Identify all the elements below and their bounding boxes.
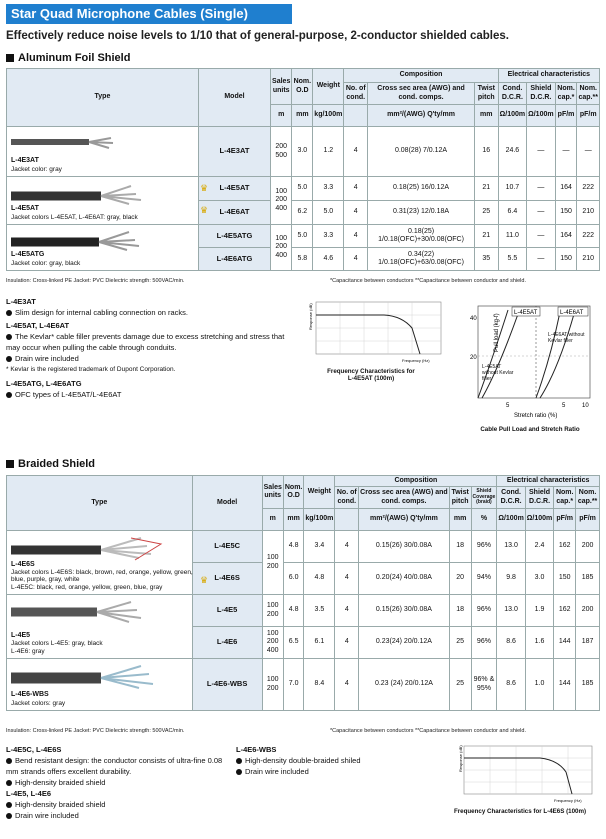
col-weight: Weight	[304, 476, 335, 509]
od-cell: 6.2	[292, 201, 313, 225]
table-row	[7, 225, 600, 248]
cable-image-icon	[11, 598, 161, 628]
twist-cell: 21	[474, 225, 498, 248]
sdcr-cell: —	[527, 248, 555, 271]
x-axis-label: Stretch ratio (%)	[514, 413, 558, 419]
cap1-cell: 164	[555, 177, 577, 201]
y-axis-label: Pull load (kg-f)	[494, 313, 500, 352]
frequency-chart-l4e6s	[450, 742, 600, 806]
cap2-cell: 185	[576, 563, 600, 595]
od-cell: 6.5	[283, 627, 304, 659]
weight-cell: 4.8	[304, 563, 335, 595]
comp-cell: 0.23 (24) 20/0.12A	[359, 659, 450, 711]
type-color: Jacket colors: gray	[11, 699, 66, 707]
square-bullet-icon	[6, 54, 14, 62]
chart-caption: Frequency Characteristics for L-4E6S (100m)	[453, 808, 587, 815]
cond-cell: 4	[344, 225, 368, 248]
cap1-cell: 164	[555, 225, 577, 248]
twist-cell: 21	[474, 177, 498, 201]
twist-cell: 18	[449, 531, 471, 563]
units-cell: 100 200 400	[262, 627, 283, 659]
cap2-cell: 210	[577, 201, 600, 225]
units-cell: 100 200	[262, 531, 283, 595]
cond-cell: 4	[344, 127, 368, 177]
model-cell: L-4E5AT	[198, 177, 270, 201]
weight-cell: 1.2	[313, 127, 344, 177]
cable-image-icon	[11, 180, 161, 208]
legend-label: L-4E5AT	[514, 310, 538, 316]
sdcr-cell: 1.0	[525, 659, 553, 711]
desc-text: Drain wire included	[15, 354, 79, 363]
cable-image-icon	[11, 662, 171, 694]
type-cell	[7, 127, 199, 177]
cap1-cell: 150	[555, 201, 577, 225]
comp-cell: 0.20(24) 40/0.08A	[359, 563, 450, 595]
od-cell: 3.0	[292, 127, 313, 177]
col-cond-dcr: Cond. D.C.R.	[497, 487, 525, 509]
bullet-icon	[6, 780, 12, 786]
weight-cell: 8.4	[304, 659, 335, 711]
curve-label: L-4E5AT without Kevlar filler	[482, 364, 514, 382]
unit-pf2: pF/m	[576, 509, 600, 531]
col-no-cond: No. of cond.	[344, 83, 368, 105]
sdcr-cell: 3.0	[525, 563, 553, 595]
cdcr-cell: 8.6	[497, 659, 525, 711]
type-color: Jacket colors L-4E6S: black, brown, red, orange, yellow, green, blue, purple, gray, white	[11, 568, 193, 584]
square-bullet-icon	[6, 460, 14, 468]
cable-image-icon	[11, 228, 161, 254]
model-cell: L-4E6ATG	[198, 248, 270, 271]
legend-label: L-4E6AT	[560, 310, 584, 316]
col-shield-coverage: Shield Coverage (braid)	[471, 487, 497, 509]
desc-text: High-density braided shield	[15, 778, 106, 787]
type-cell	[7, 177, 209, 225]
weight-cell: 6.1	[304, 627, 335, 659]
type-color: L-4E6: gray	[11, 647, 45, 655]
x-axis-label: Frequency (Hz)	[554, 798, 582, 803]
col-twist: Twist pitch	[474, 83, 498, 105]
col-model: Model	[198, 69, 270, 127]
units-cell: 100 200 400	[271, 177, 292, 225]
type-name: L-4E3AT	[11, 157, 39, 165]
unit-mm: mm	[283, 509, 304, 531]
cable-image-icon	[11, 534, 171, 564]
cov-cell: 96% & 95%	[471, 659, 497, 711]
unit-ohm2: Ω/100m	[525, 509, 553, 531]
sdcr-cell: —	[527, 127, 555, 177]
crown-icon: ♛	[200, 575, 209, 585]
x-tick: 10	[582, 403, 589, 409]
col-electrical: Electrical characteristics	[497, 476, 600, 487]
bullet-icon	[6, 310, 12, 316]
section-heading-foil: Aluminum Foil Shield	[6, 52, 130, 64]
chart-caption: Cable Pull Load and Stretch Ratio	[480, 426, 580, 433]
cap2-cell: 200	[576, 531, 600, 563]
cond-cell: 4	[344, 177, 368, 201]
model-cell: L-4E5	[192, 595, 262, 627]
desc-heading: L-4E3AT	[6, 297, 36, 306]
twist-cell: 16	[474, 127, 498, 177]
type-color: L-4E5C: black, red, orange, yellow, green, blue, gray	[11, 583, 163, 591]
cov-cell: 96%	[471, 595, 497, 627]
type-cell	[7, 225, 199, 271]
table-row	[7, 127, 600, 177]
cap2-cell: 222	[577, 225, 600, 248]
weight-cell: 3.3	[313, 177, 344, 201]
cdcr-cell: 13.0	[497, 595, 525, 627]
desc-text: Drain wire included	[15, 811, 79, 820]
table-row	[7, 531, 600, 563]
desc-text: High-density double-braided shiled	[245, 756, 361, 765]
braid-description-right	[236, 744, 426, 777]
unit-pf2: pF/m	[577, 105, 600, 127]
col-nom-od: Nom. O.D	[292, 69, 313, 105]
weight-cell: 3.3	[313, 225, 344, 248]
cond-cell: 4	[335, 531, 359, 563]
unit-pf: pF/m	[554, 509, 576, 531]
cap2-cell: 187	[576, 627, 600, 659]
od-cell: 4.8	[283, 531, 304, 563]
col-nom-cap: Nom. cap.*	[554, 487, 576, 509]
cdcr-cell: 11.0	[498, 225, 526, 248]
section-heading-braid: Braided Shield	[6, 458, 95, 470]
cov-cell: 94%	[471, 563, 497, 595]
col-nom-cap2: Nom. cap.**	[576, 487, 600, 509]
comp-cell: 0.08(28) 7/0.12A	[368, 127, 475, 177]
braid-spec-table	[6, 475, 600, 711]
crown-icon: ♛	[200, 183, 209, 193]
comp-cell: 0.15(26) 30/0.08A	[359, 595, 450, 627]
unit-pct: %	[471, 509, 497, 531]
cap2-cell: 185	[576, 659, 600, 711]
unit-ohm: Ω/100m	[497, 509, 525, 531]
model-cell: L-4E6	[192, 627, 262, 659]
model-cell: L-4E5ATG	[198, 225, 270, 248]
col-cross-sec: Cross sec area (AWG) and cond. comps.	[368, 83, 475, 105]
braid-description-left	[6, 744, 228, 821]
weight-cell: 4.6	[313, 248, 344, 271]
cdcr-cell: 5.5	[498, 248, 526, 271]
comp-cell: 0.18(25) 16/0.12A	[368, 177, 475, 201]
sdcr-cell: 2.4	[525, 531, 553, 563]
page-title: Star Quad Microphone Cables (Single)	[6, 4, 292, 24]
y-axis-label: Response (dB)	[308, 303, 313, 330]
col-cross-sec: Cross sec area (AWG) and cond. comps.	[359, 487, 450, 509]
desc-text: High-density braided shield	[15, 800, 106, 809]
unit-ohm2: Ω/100m	[527, 105, 555, 127]
twist-cell: 18	[449, 595, 471, 627]
units-cell: 100 200	[262, 659, 283, 711]
twist-cell: 35	[474, 248, 498, 271]
frequency-chart-l4e5at	[302, 298, 447, 368]
x-tick: 5	[506, 403, 510, 409]
type-cell	[7, 659, 193, 711]
y-axis-label: Response (dB)	[458, 745, 463, 772]
comp-cell: 0.18(25) 1/0.18(OFC)+30/0.08(OFC)	[368, 225, 475, 248]
cap2-cell: 200	[576, 595, 600, 627]
col-shield-dcr: Shield D.C.R.	[527, 83, 555, 105]
chart-caption: Frequency Characteristics for L-4E5AT (100m)	[327, 368, 415, 382]
type-color: Jacket colors L-4E5: gray, black	[11, 640, 103, 648]
cdcr-cell: 9.8	[497, 563, 525, 595]
cdcr-cell: 24.6	[498, 127, 526, 177]
desc-heading: L-4E5C, L-4E6S	[6, 745, 62, 754]
twist-cell: 25	[449, 627, 471, 659]
twist-cell: 25	[449, 659, 471, 711]
col-twist: Twist pitch	[449, 487, 471, 509]
cap2-cell: 222	[577, 177, 600, 201]
units-cell: 100 200 400	[271, 225, 292, 271]
od-cell: 5.0	[292, 177, 313, 201]
sdcr-cell: —	[527, 201, 555, 225]
cap1-cell: 162	[554, 531, 576, 563]
type-name: L-4E6S	[11, 560, 35, 568]
col-nom-cap2: Nom. cap.**	[577, 83, 600, 105]
table-row	[7, 595, 600, 627]
page-subtitle: Effectively reduce noise levels to 1/10 that of general-purpose, 2-conductor shielded cables.	[6, 30, 509, 42]
curve-label: L-4E6AT without Kevlar filler	[548, 332, 585, 344]
sdcr-cell: 1.6	[525, 627, 553, 659]
table-row	[7, 659, 600, 711]
unit-kg: kg/100m	[313, 105, 344, 127]
sdcr-cell: 1.9	[525, 595, 553, 627]
unit-mm3: mm	[449, 509, 471, 531]
pull-load-chart	[462, 300, 597, 425]
weight-cell: 3.4	[304, 531, 335, 563]
insulation-note: Insulation: Cross-linked PE Jacket: PVC Dielectric strength: 500VAC/min.	[6, 278, 185, 284]
table-row	[7, 177, 600, 201]
col-sales-units: Sales units	[271, 69, 292, 105]
model-cell: L-4E6AT	[198, 201, 270, 225]
cdcr-cell: 8.6	[497, 627, 525, 659]
unit-blank	[344, 105, 368, 127]
cov-cell: 96%	[471, 627, 497, 659]
unit-ohm: Ω/100m	[498, 105, 526, 127]
desc-text: Slim design for internal cabling connection on racks.	[15, 308, 189, 317]
comp-cell: 0.15(26) 30/0.08A	[359, 531, 450, 563]
desc-text: The Kevlar* cable filler prevents damage due to excess stretching and stress that may occur when pulling the cable through conduits.	[6, 332, 285, 352]
cap2-cell: 210	[577, 248, 600, 271]
bullet-icon	[6, 813, 12, 819]
col-composition: Composition	[344, 69, 498, 83]
bullet-icon	[6, 392, 12, 398]
desc-heading: L-4E5, L-4E6	[6, 789, 52, 798]
bullet-icon	[6, 758, 12, 764]
y-tick: 20	[470, 355, 477, 361]
col-type: Type	[7, 69, 199, 127]
unit-mm: mm	[292, 105, 313, 127]
unit-m: m	[262, 509, 283, 531]
col-sales-units: Sales units	[262, 476, 283, 509]
unit-pf: pF/m	[555, 105, 577, 127]
x-tick: 5	[562, 403, 566, 409]
model-cell: L-4E6-WBS	[192, 659, 262, 711]
type-name: L-4E6-WBS	[11, 691, 49, 699]
crown-icon: ♛	[200, 205, 209, 215]
desc-text: Bend resistant design: the conductor consists of ultra-fine 0.08 mm strands offers excellent durability.	[6, 756, 223, 776]
cdcr-cell: 13.0	[497, 531, 525, 563]
model-cell: L-4E5C	[192, 531, 262, 563]
twist-cell: 25	[474, 201, 498, 225]
type-color: Jacket color: gray, black	[11, 259, 81, 267]
col-shield-dcr: Shield D.C.R.	[525, 487, 553, 509]
col-nom-od: Nom. O.D	[283, 476, 304, 509]
units-cell: 100 200	[262, 595, 283, 627]
units-cell: 200 500	[271, 127, 292, 177]
od-cell: 6.0	[283, 563, 304, 595]
type-name: L-4E5ATG	[11, 251, 45, 259]
cap2-cell: —	[577, 127, 600, 177]
bullet-icon	[6, 802, 12, 808]
comp-cell: 0.31(23) 12/0.18A	[368, 201, 475, 225]
unit-blank	[335, 509, 359, 531]
col-model: Model	[192, 476, 262, 531]
unit-m: m	[271, 105, 292, 127]
desc-heading: L-4E5ATG, L-4E6ATG	[6, 379, 82, 388]
desc-heading: L-4E5AT, L-4E6AT	[6, 321, 70, 330]
weight-cell: 3.5	[304, 595, 335, 627]
cov-cell: 96%	[471, 531, 497, 563]
cond-cell: 4	[335, 595, 359, 627]
capacitance-note: *Capacitance between conductors **Capacitance between conductor and shield.	[330, 728, 526, 734]
type-name: L-4E5	[11, 632, 31, 640]
type-color: Jacket color: gray	[11, 165, 62, 173]
desc-heading: L-4E6-WBS	[236, 745, 277, 754]
cond-cell: 4	[335, 659, 359, 711]
col-electrical: Electrical characteristics	[498, 69, 599, 83]
col-type: Type	[7, 476, 193, 531]
type-color: Jacket colors L-4E5AT, L-4E6AT: gray, black	[11, 213, 138, 221]
od-cell: 7.0	[283, 659, 304, 711]
comp-cell: 0.23(24) 20/0.12A	[359, 627, 450, 659]
type-name: L-4E5AT	[11, 205, 39, 213]
desc-text: OFC types of L-4E5AT/L-4E6AT	[15, 390, 122, 399]
cap1-cell: 144	[554, 659, 576, 711]
x-axis-label: Frequency (Hz)	[402, 358, 430, 363]
cap1-cell: 144	[554, 627, 576, 659]
type-cell	[7, 531, 209, 595]
type-cell	[7, 595, 193, 659]
bullet-icon	[6, 356, 12, 362]
capacitance-note: *Capacitance between conductors **Capacitance between conductor and shield.	[330, 278, 526, 284]
sdcr-cell: —	[527, 177, 555, 201]
od-cell: 4.8	[283, 595, 304, 627]
bullet-icon	[6, 334, 12, 340]
bullet-icon	[236, 758, 242, 764]
od-cell: 5.0	[292, 225, 313, 248]
weight-cell: 5.0	[313, 201, 344, 225]
model-cell: L-4E6S	[192, 563, 262, 595]
od-cell: 5.8	[292, 248, 313, 271]
y-tick: 40	[470, 316, 477, 322]
footnote: * Kevlar is the registered trademark of Dupont Corporation.	[6, 366, 176, 373]
cdcr-cell: 6.4	[498, 201, 526, 225]
unit-mm2: mm²/(AWG) Q'ty/mm	[368, 105, 475, 127]
col-nom-cap: Nom. cap.*	[555, 83, 577, 105]
cap1-cell: 150	[554, 563, 576, 595]
unit-mm3: mm	[474, 105, 498, 127]
comp-cell: 0.34(22) 1/0.18(OFC)+63/0.08(OFC)	[368, 248, 475, 271]
cond-cell: 4	[335, 563, 359, 595]
insulation-note: Insulation: Cross-linked PE Jacket: PVC Dielectric strength: 500VAC/min.	[6, 728, 185, 734]
twist-cell: 20	[449, 563, 471, 595]
foil-description	[6, 296, 296, 400]
col-no-cond: No. of cond.	[335, 487, 359, 509]
col-weight: Weight	[313, 69, 344, 105]
model-cell: L-4E3AT	[198, 127, 270, 177]
bullet-icon	[236, 769, 242, 775]
unit-kg: kg/100m	[304, 509, 335, 531]
unit-mm2: mm²/(AWG) Q'ty/mm	[359, 509, 450, 531]
cap1-cell: 162	[554, 595, 576, 627]
foil-spec-table	[6, 68, 600, 271]
desc-text: Drain wire included	[245, 767, 309, 776]
col-cond-dcr: Cond. D.C.R.	[498, 83, 526, 105]
cond-cell: 4	[335, 627, 359, 659]
cap1-cell: —	[555, 127, 577, 177]
cdcr-cell: 10.7	[498, 177, 526, 201]
cond-cell: 4	[344, 201, 368, 225]
cap1-cell: 150	[555, 248, 577, 271]
col-composition: Composition	[335, 476, 497, 487]
cable-image-icon	[11, 130, 131, 152]
sdcr-cell: —	[527, 225, 555, 248]
cond-cell: 4	[344, 248, 368, 271]
